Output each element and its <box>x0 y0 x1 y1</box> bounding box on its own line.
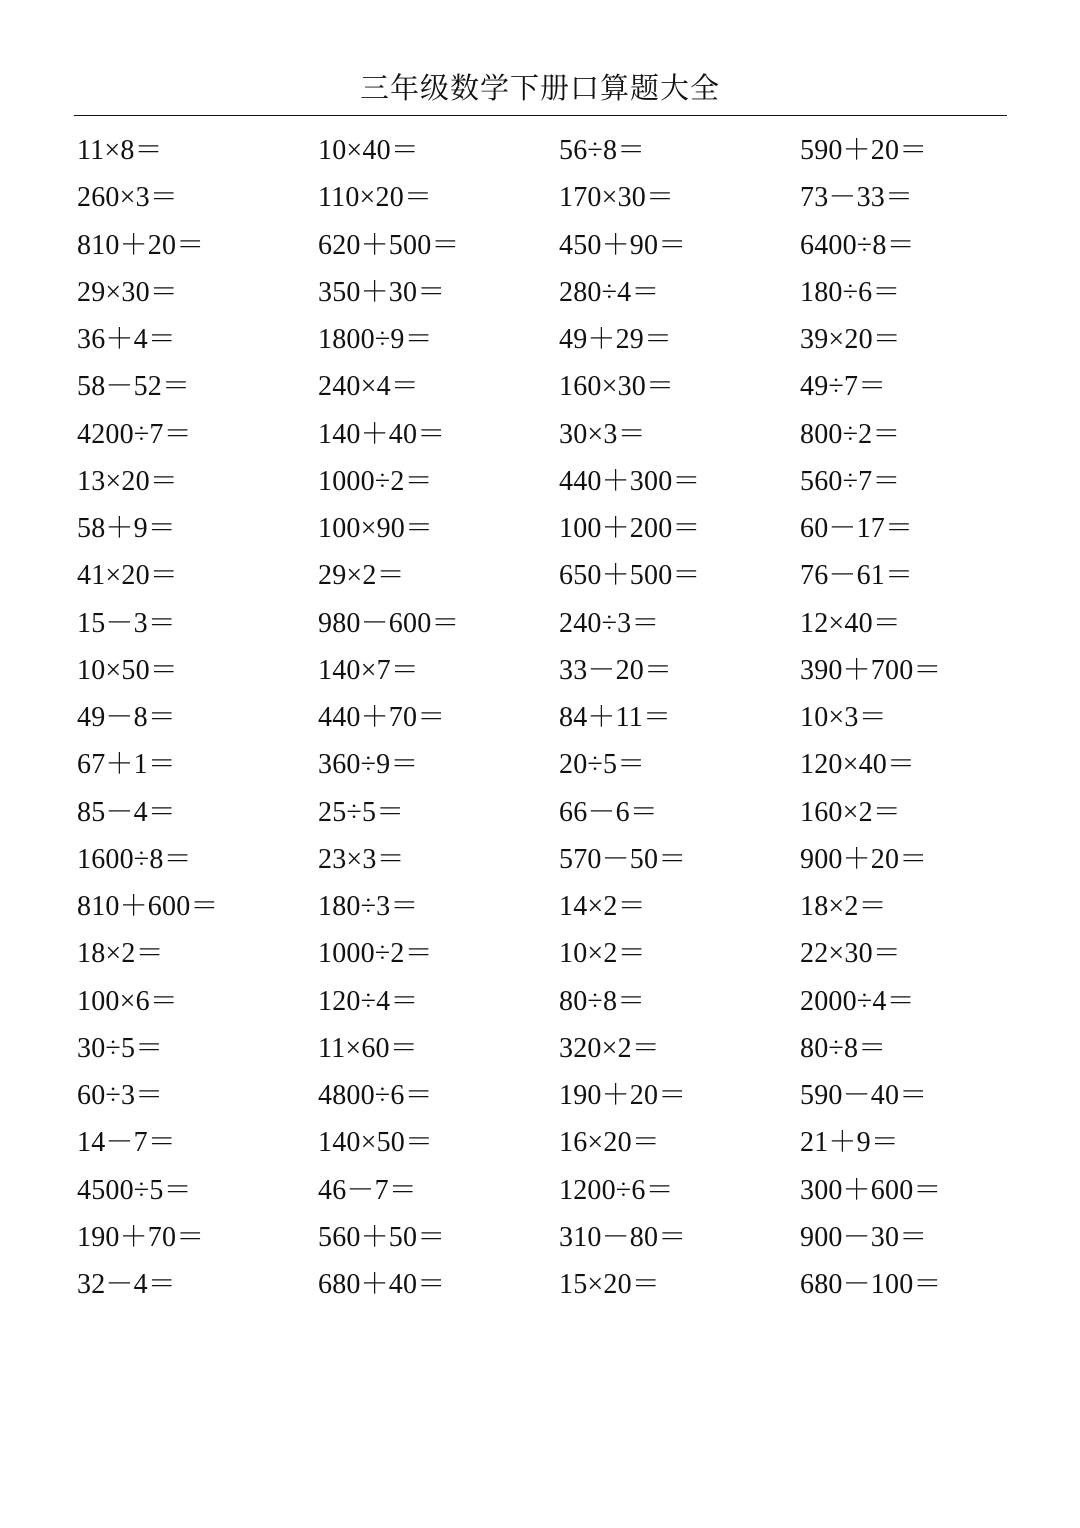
problem: 900＋20＝ <box>800 843 928 875</box>
problem: 570－50＝ <box>559 843 687 875</box>
problem: 18×2＝ <box>800 891 887 922</box>
problem: 280÷4＝ <box>559 276 660 308</box>
problem: 900－30＝ <box>800 1221 928 1253</box>
problem: 680＋40＝ <box>318 1269 446 1300</box>
problem: 36＋4＝ <box>77 324 177 355</box>
problem: 10×50＝ <box>77 654 178 686</box>
problem: 39×20＝ <box>800 324 901 355</box>
problem: 25÷5＝ <box>318 796 405 828</box>
problem: 58－52＝ <box>77 371 191 403</box>
problem: 100×90＝ <box>318 513 434 544</box>
problem: 14－7＝ <box>77 1127 177 1159</box>
problem: 1600÷8＝ <box>77 843 192 875</box>
problem: 810＋600＝ <box>77 891 219 922</box>
problem: 1800÷9＝ <box>318 324 433 355</box>
problem: 560÷7＝ <box>800 465 901 497</box>
problem: 350＋30＝ <box>318 276 446 308</box>
problem: 140×7＝ <box>318 654 419 686</box>
problem: 33－20＝ <box>559 654 673 686</box>
problem: 240÷3＝ <box>559 607 660 639</box>
problem: 80÷8＝ <box>800 1032 887 1064</box>
problem: 60－17＝ <box>800 513 914 544</box>
problem: 240×4＝ <box>318 371 419 403</box>
problem: 29×2＝ <box>318 560 405 592</box>
problem: 140×50＝ <box>318 1127 434 1159</box>
problem: 49－8＝ <box>77 702 177 733</box>
problem: 1200÷6＝ <box>559 1174 674 1206</box>
problem: 49÷7＝ <box>800 371 887 403</box>
problem: 810＋20＝ <box>77 229 205 261</box>
problem: 6400÷8＝ <box>800 229 915 261</box>
problem: 620＋500＝ <box>318 229 460 261</box>
problem: 32－4＝ <box>77 1269 177 1300</box>
problem: 11×8＝ <box>77 135 163 166</box>
problem: 180÷6＝ <box>800 276 901 308</box>
problem: 260×3＝ <box>77 182 178 214</box>
problem: 320×2＝ <box>559 1032 660 1064</box>
problem: 20÷5＝ <box>559 749 646 781</box>
problem: 73－33＝ <box>800 182 914 214</box>
problem: 980－600＝ <box>318 607 460 639</box>
problem: 590＋20＝ <box>800 135 928 166</box>
problem: 80÷8＝ <box>559 985 646 1017</box>
problem: 440＋300＝ <box>559 465 701 497</box>
problem: 300＋600＝ <box>800 1174 942 1206</box>
problem: 10×3＝ <box>800 702 887 733</box>
problem: 15－3＝ <box>77 607 177 639</box>
problem: 800÷2＝ <box>800 418 901 450</box>
problem: 60÷3＝ <box>77 1080 164 1111</box>
problem: 41×20＝ <box>77 560 178 592</box>
problem: 11×60＝ <box>318 1032 418 1064</box>
problem: 12×40＝ <box>800 607 901 639</box>
problem: 390＋700＝ <box>800 654 942 686</box>
title-divider <box>74 115 1007 116</box>
problem: 180÷3＝ <box>318 891 419 922</box>
problem-grid <box>77 127 1041 1308</box>
problem: 160×2＝ <box>800 796 901 828</box>
problem: 140＋40＝ <box>318 418 446 450</box>
problem: 49＋29＝ <box>559 324 673 355</box>
problem: 4800÷6＝ <box>318 1080 433 1111</box>
problem: 100×6＝ <box>77 985 178 1017</box>
problem: 10×2＝ <box>559 938 646 970</box>
problem: 190＋20＝ <box>559 1080 687 1111</box>
problem: 310－80＝ <box>559 1221 687 1253</box>
problem: 21＋9＝ <box>800 1127 900 1159</box>
problem: 85－4＝ <box>77 796 177 828</box>
problem: 190＋70＝ <box>77 1221 205 1253</box>
problem: 4200÷7＝ <box>77 418 192 450</box>
problem: 15×20＝ <box>559 1269 660 1300</box>
problem: 66－6＝ <box>559 796 659 828</box>
problem: 2000÷4＝ <box>800 985 915 1017</box>
problem: 56÷8＝ <box>559 135 646 166</box>
problem: 120×40＝ <box>800 749 916 781</box>
problem: 84＋11＝ <box>559 702 672 733</box>
problem: 14×2＝ <box>559 891 646 922</box>
problem: 560＋50＝ <box>318 1221 446 1253</box>
problem: 1000÷2＝ <box>318 938 433 970</box>
problem: 76－61＝ <box>800 560 914 592</box>
problem: 30÷5＝ <box>77 1032 164 1064</box>
problem: 680－100＝ <box>800 1269 942 1300</box>
problem: 160×30＝ <box>559 371 675 403</box>
problem: 100＋200＝ <box>559 513 701 544</box>
problem: 29×30＝ <box>77 276 178 308</box>
problem: 18×2＝ <box>77 938 164 970</box>
problem: 1000÷2＝ <box>318 465 433 497</box>
problem: 46－7＝ <box>318 1174 418 1206</box>
problem: 650＋500＝ <box>559 560 701 592</box>
problem: 170×30＝ <box>559 182 675 214</box>
problem: 22×30＝ <box>800 938 901 970</box>
problem: 440＋70＝ <box>318 702 446 733</box>
problem: 30×3＝ <box>559 418 646 450</box>
problem: 13×20＝ <box>77 465 178 497</box>
problem: 590－40＝ <box>800 1080 928 1111</box>
problem: 16×20＝ <box>559 1127 660 1159</box>
problem: 4500÷5＝ <box>77 1174 192 1206</box>
problem: 110×20＝ <box>318 182 433 214</box>
problem: 67＋1＝ <box>77 749 177 781</box>
page-title: 三年级数学下册口算题大全 <box>359 71 720 105</box>
problem: 360÷9＝ <box>318 749 419 781</box>
problem: 23×3＝ <box>318 843 405 875</box>
problem: 58＋9＝ <box>77 513 177 544</box>
problem: 450＋90＝ <box>559 229 687 261</box>
problem: 10×40＝ <box>318 135 419 166</box>
problem: 120÷4＝ <box>318 985 419 1017</box>
